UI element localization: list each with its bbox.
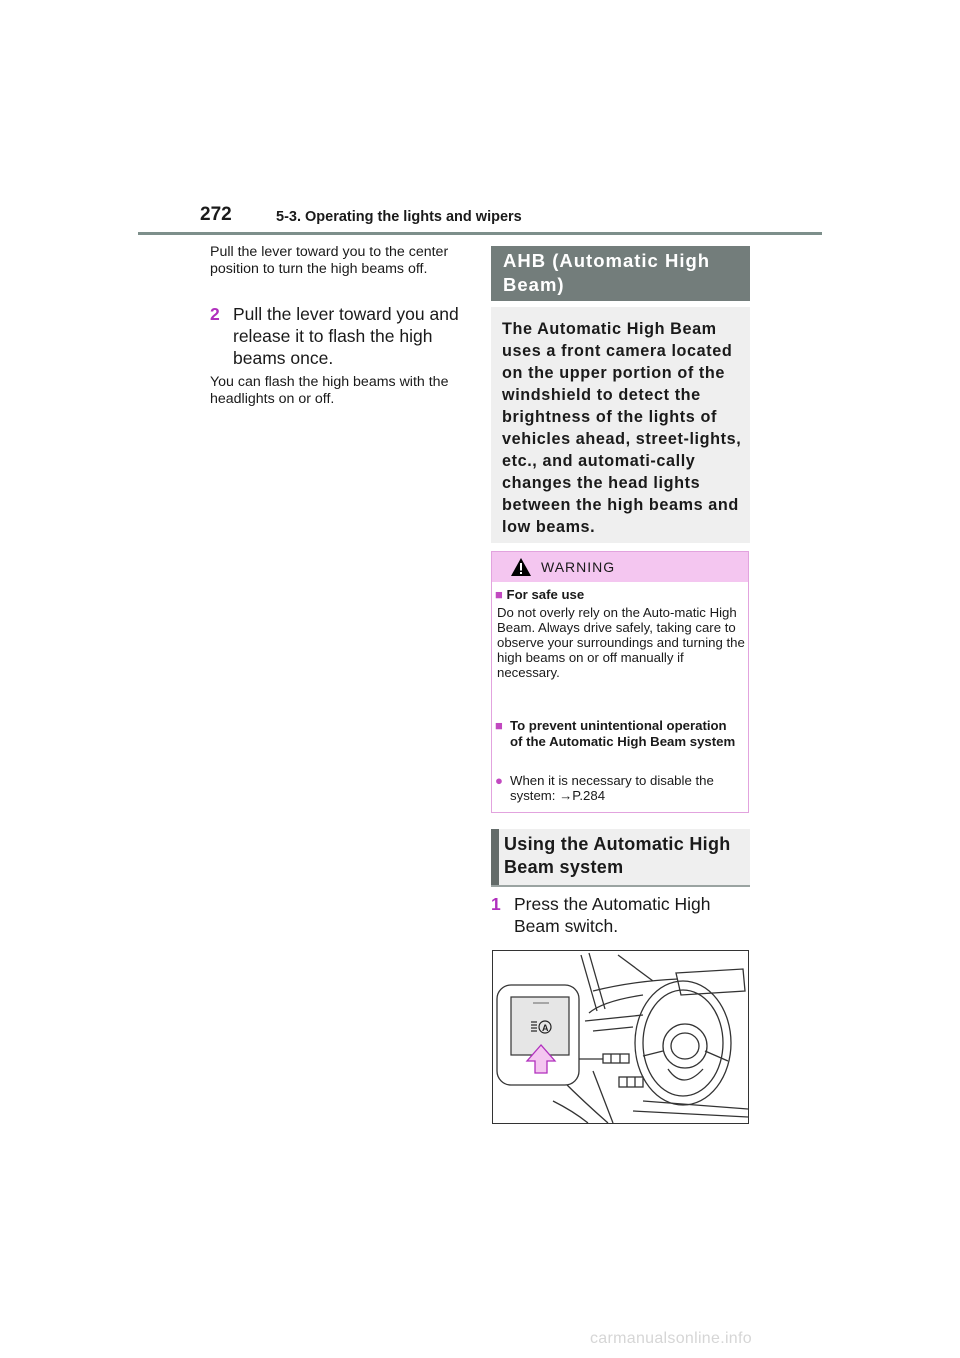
disable-system-text: When it is necessary to disable the system: →P.284: [510, 773, 714, 803]
safe-use-text: Do not overly rely on the Auto-matic High Beam. Always drive safely, taking care to observe your surroundings and turning the high beams on or off manually if necessary.: [497, 605, 745, 680]
heading-accent-bar: [491, 829, 499, 885]
using-ahb-heading-box: [491, 829, 750, 887]
using-ahb-heading: Using the Automatic High Beam system: [504, 834, 731, 877]
header-divider: [138, 232, 822, 235]
ahb-description-box: [491, 307, 750, 543]
warning-box: [491, 551, 749, 813]
section-title: 5-3. Operating the lights and wipers: [276, 209, 522, 225]
step-number: 1: [491, 894, 501, 914]
paragraph-flash-note: You can flash the high beams with the headlights on or off.: [210, 374, 449, 407]
step-text: Pull the lever toward you and release it to flash the high beams once.: [233, 304, 459, 368]
round-bullet-icon: ●: [495, 773, 503, 788]
svg-text:A: A: [542, 1023, 549, 1033]
warning-title: WARNING: [541, 559, 616, 575]
watermark: carmanualsonline.info: [590, 1330, 752, 1347]
ahb-description: The Automatic High Beam uses a front camera located on the upper portion of the windshield to detect the brightness of the lights of vehicles ahead, street-lights, etc., and automati-cally changes the head lights between the high beams and low beams.: [502, 320, 742, 536]
dashboard-illustration: [492, 950, 749, 1124]
ahb-heading-box: [491, 246, 750, 301]
ahb-heading: AHB (Automatic High Beam): [503, 250, 711, 295]
square-bullet-icon: ■: [495, 718, 503, 733]
warning-icon: [510, 557, 532, 577]
paragraph-high-beams-off: Pull the lever toward you to the center position to turn the high beams off.: [210, 244, 449, 277]
dashboard-drawing: [493, 951, 748, 1123]
step-number: 2: [210, 304, 220, 324]
warning-header: [492, 552, 748, 582]
page-number: 272: [200, 204, 232, 225]
prevent-heading: To prevent unintentional operation of the Automatic High Beam system: [510, 718, 736, 749]
square-bullet-icon: ■: [495, 587, 503, 602]
safe-use-heading: ■ For safe use: [495, 587, 585, 602]
step-text: Press the Automatic High Beam switch.: [514, 894, 711, 936]
